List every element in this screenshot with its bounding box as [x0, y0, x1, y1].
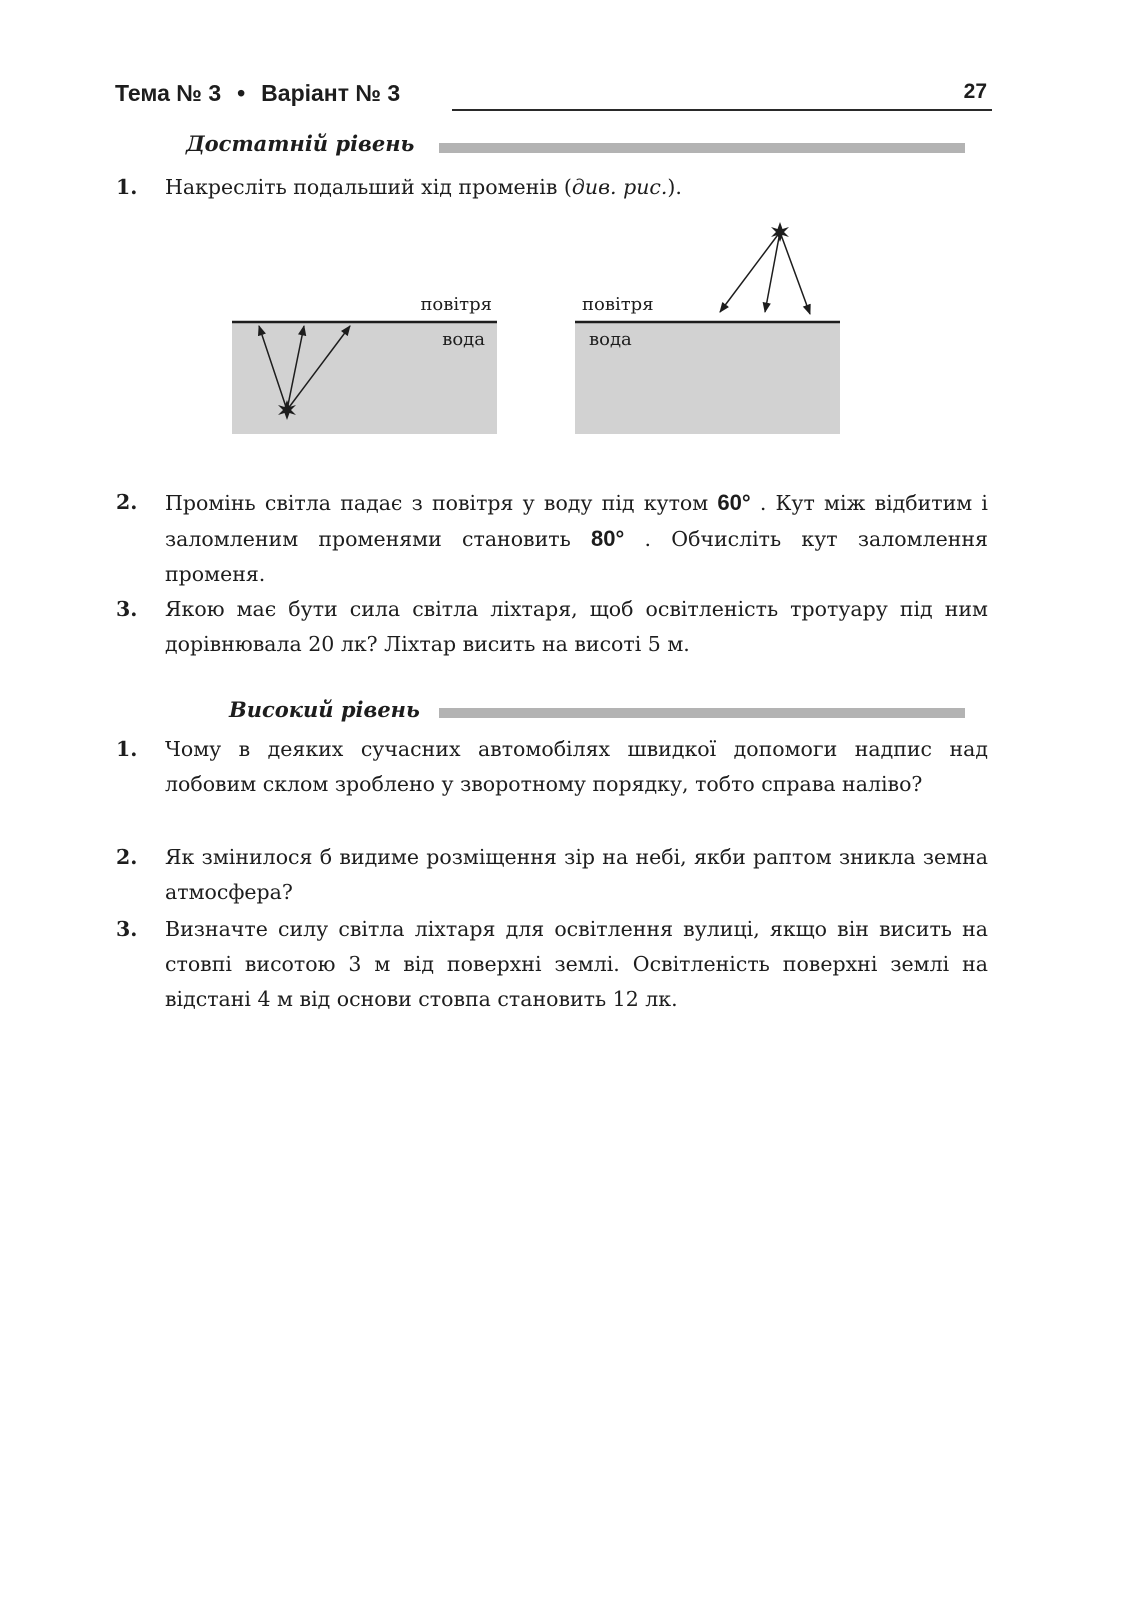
task-text-part: ).: [667, 175, 682, 199]
star-burst-icon: [771, 222, 789, 242]
task-number: 2.: [116, 845, 138, 869]
ray: [780, 232, 810, 314]
header-title: [115, 80, 400, 107]
left-panel: [232, 294, 497, 434]
task-sufficient-2: [116, 485, 988, 592]
task-text: Як змінилося б видиме розміщення зір на небі, якби раптом зникла земна атмосфера?: [165, 845, 988, 904]
task-high-2: [116, 840, 988, 910]
right-panel: [575, 222, 840, 434]
ray-figure: [230, 220, 870, 450]
task-text: Чому в деяких сучасних автомобілях швидкої допомоги надпис над лобовим склом зроблено у зворотному порядку, тобто справа наліво?: [165, 737, 988, 796]
task-text: Якою має бути сила світла ліхтаря, щоб освітленість тротуару під ним дорівнювала 20 лк? Ліхтар висить на висоті 5 м.: [165, 597, 988, 656]
task-text-part: . Кут між відбитим і заломленим променями становить: [165, 491, 988, 551]
page-header: [115, 78, 987, 114]
ray-diagram: [230, 220, 870, 450]
task-number: 1.: [116, 175, 138, 199]
task-number: 1.: [116, 737, 138, 761]
ray: [765, 232, 780, 312]
task-number: 3.: [116, 597, 138, 621]
angle-value: 80°: [591, 526, 625, 551]
task-sufficient-3: [116, 592, 988, 662]
section-title-sufficient: Достатній рівень: [186, 131, 415, 156]
page-number: 27: [963, 80, 987, 103]
angle-value: 60°: [717, 490, 751, 515]
ray: [720, 232, 780, 312]
task-text-part: Накресліть подальший хід променів (: [165, 175, 572, 199]
task-text: Визначте силу світла ліхтаря для освітлення вулиці, якщо він висить на стовпі висотою 3 м від поверхні землі. Освітленість поверхні землі на відстані 4 м від основи стовпа становить 12 лк.: [165, 917, 988, 1011]
task-number: 2.: [116, 490, 138, 514]
task-number: 3.: [116, 917, 138, 941]
section-title-high: Високий рівень: [229, 697, 420, 722]
air-label: повітря: [582, 294, 654, 315]
variant-label: Варіант № 3: [261, 80, 401, 106]
topic-label: Тема № 3: [115, 80, 222, 106]
task-sufficient-1: [116, 170, 988, 205]
task-text: [165, 170, 988, 205]
task-text-part: Промінь світла падає з повітря у воду під кутом: [165, 491, 718, 515]
task-text-italic: див. рис.: [571, 175, 668, 199]
section-bar-high: [439, 708, 965, 718]
header-rule: [452, 109, 992, 111]
section-bar-sufficient: [439, 143, 965, 153]
bullet-separator: •: [237, 80, 246, 106]
task-text: [165, 485, 988, 592]
task-high-3: [116, 912, 988, 1017]
air-label: повітря: [420, 294, 492, 315]
water-label: вода: [589, 329, 632, 350]
water-label: вода: [442, 329, 485, 350]
task-text-part: . Обчисліть кут заломлення променя.: [165, 527, 988, 586]
task-high-1: [116, 732, 988, 802]
